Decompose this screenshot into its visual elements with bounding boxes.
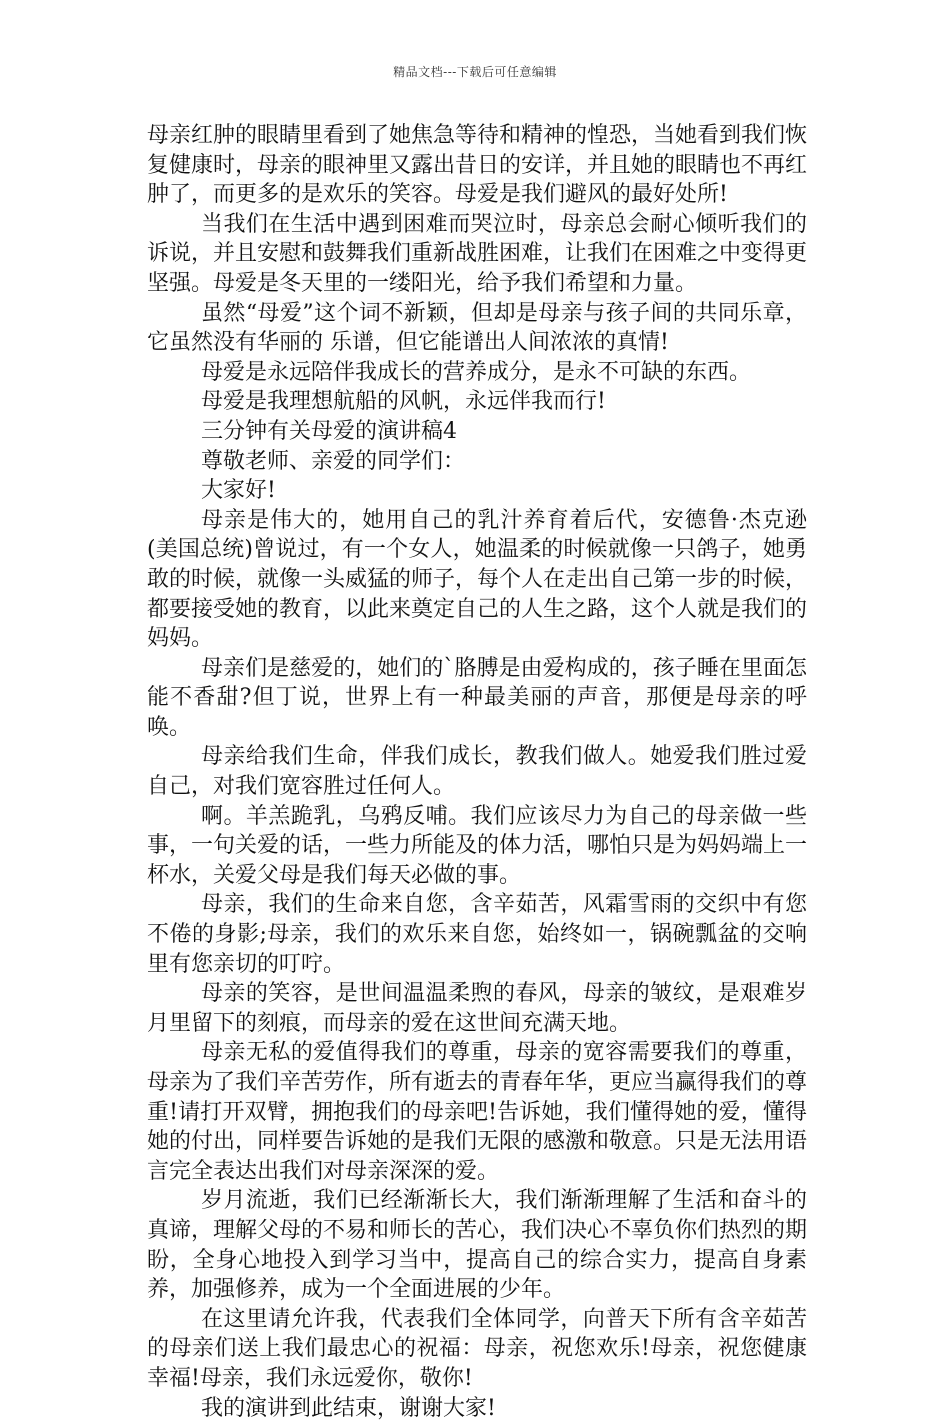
document-body [147, 121, 807, 1423]
paragraph-5: 母爱是我理想航船的风帆，永远伴我而行! [201, 389, 606, 415]
paragraph-10: 母亲们是慈爱的，她们的`胳膊是由爱构成的，孩子睡在里面怎能不香甜?但丁说，世界上有一种最美丽的声音，那便是母亲的呼唤。 [147, 655, 807, 740]
greeting: 大家好! [201, 478, 276, 504]
paragraph-4: 母爱是永远陪伴我成长的营养成分，是永不可缺的东西。 [201, 359, 752, 385]
paragraph-14: 母亲的笑容，是世间温温柔煦的春风，母亲的皱纹，是艰难岁月里留下的刻痕，而母亲的爱在这世间充满天地。 [147, 981, 807, 1036]
document-header: 精品文档---下载后可任意编辑 [393, 65, 557, 79]
paragraph-2: 当我们在生活中遇到困难而哭泣时，母亲总会耐心倾听我们的诉说，并且安慰和鼓舞我们重新战胜困难，让我们在困难之中变得更坚强。母爱是冬天里的一缕阳光，给予我们希望和力量。 [147, 211, 808, 296]
paragraph-13: 母亲，我们的生命来自您，含辛茹苦，风霜雪雨的交织中有您不倦的身影;母亲，我们的欢乐来自您，始终如一，锅碗瓢盆的交响里有您亲切的叮咛。 [147, 892, 807, 977]
paragraph-17: 在这里请允许我，代表我们全体同学，向普天下所有含辛茹苦的母亲们送上我们最忠心的祝福：母亲，祝您欢乐!母亲，祝您健康幸福!母亲，我们永远爱你，敬你! [147, 1306, 807, 1391]
salutation: 尊敬老师、亲爱的同学们： [201, 448, 466, 474]
paragraph-9: 母亲是伟大的，她用自己的乳汁养育着后代，安德鲁·杰克逊(美国总统)曾说过，有一个女人，她温柔的时候就像一只鸽子，她勇敢的时候，就像一头威猛的师子，每个人在走出自己第一步的时候，都要接受她的教育，以此来奠定自己的人生之路，这个人就是我们的妈妈。 [147, 507, 808, 652]
closing-line: 我的演讲到此结束，谢谢大家! [201, 1395, 496, 1421]
section-title: 三分钟有关母爱的演讲稿4 [201, 418, 457, 444]
paragraph-1: 母亲红肿的眼睛里看到了她焦急等待和精神的惶恐，当她看到我们恢复健康时，母亲的眼神里又露出昔日的安详，并且她的眼睛也不再红肿了，而更多的是欢乐的笑容。母爱是我们避风的最好处所! [147, 123, 808, 208]
paragraph-3: 虽然“母爱”这个词不新颖，但却是母亲与孩子间的共同乐章，它虽然没有华丽的 乐谱，但它能谱出人间浓浓的真情! [147, 300, 807, 356]
paragraph-11: 母亲给我们生命，伴我们成长，教我们做人。她爱我们胜过爱自己，对我们宽容胜过任何人。 [147, 744, 807, 800]
paragraph-12: 啊。羊羔跪乳，乌鸦反哺。我们应该尽力为自己的母亲做一些事，一句关爱的话，一些力所能及的体力活，哪怕只是为妈妈端上一杯水，关爱父母是我们每天必做的事。 [147, 803, 808, 888]
paragraph-15: 母亲无私的爱值得我们的尊重，母亲的宽容需要我们的尊重，母亲为了我们辛苦劳作，所有逝去的青春年华，更应当赢得我们的尊重!请打开双臂，拥抱我们的母亲吧!告诉她，我们懂得她的爱，懂得她的付出，同样要告诉她的是我们无限的感激和敬意。只是无法用语言完全表达出我们对母亲深深的爱。 [147, 1040, 808, 1184]
paragraph-16: 岁月流逝，我们已经渐渐长大，我们渐渐理解了生活和奋斗的真谛，理解父母的不易和师长的苦心，我们决心不辜负你们热烈的期盼，全身心地投入到学习当中，提高自己的综合实力，提高自身素养，加强修养，成为一个全面进展的少年。 [147, 1188, 808, 1303]
